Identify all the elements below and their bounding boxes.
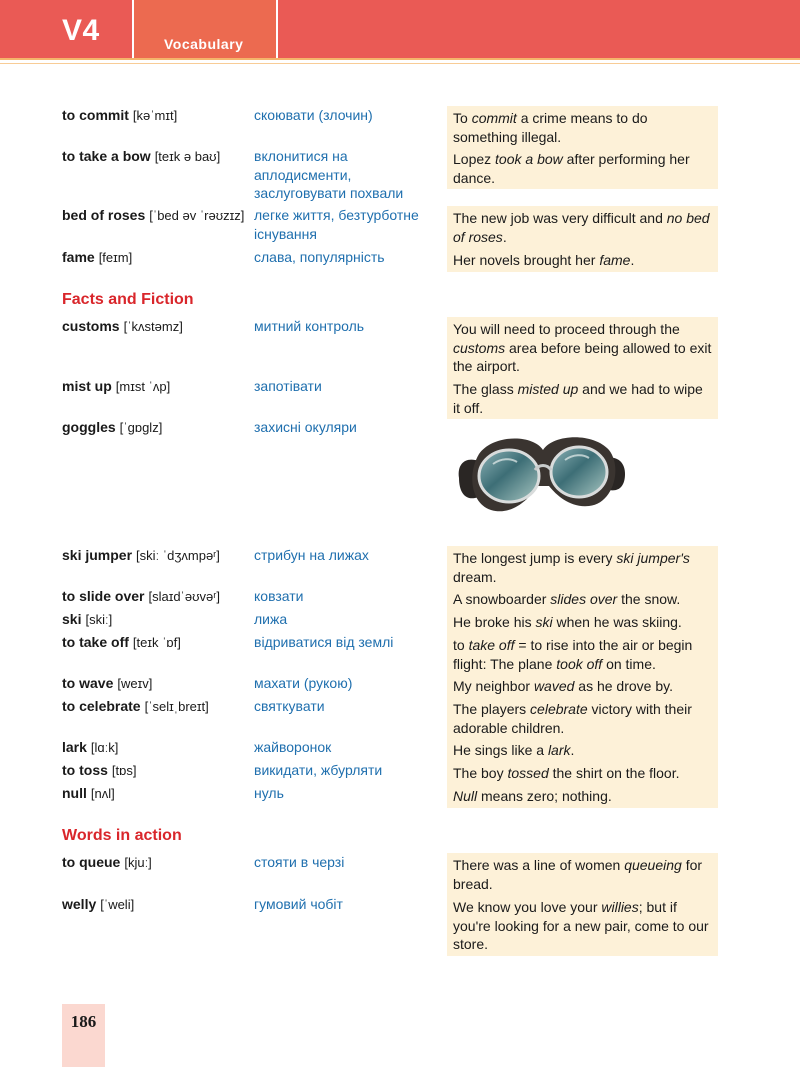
example-keyword: commit <box>471 110 517 126</box>
translation: ковзати <box>254 588 304 604</box>
example-text: The new job was very difficult and <box>453 210 667 226</box>
example-text: My neighbor <box>453 678 534 694</box>
example-keyword: customs <box>453 339 506 356</box>
term-word: fame <box>62 249 95 265</box>
term <box>62 248 248 268</box>
term <box>62 418 248 438</box>
example-text: . <box>502 228 507 245</box>
term <box>62 853 248 873</box>
term-ipa: [ˈweli] <box>100 897 135 912</box>
example-keyword: ski jumper's <box>616 550 690 566</box>
translation: слава, популярність <box>254 249 385 265</box>
term-ipa: [kjuː] <box>124 855 152 870</box>
term-ipa: [ˈbed əv ˈrəʊzɪz] <box>149 208 245 223</box>
example-text: and we had to wipe it off. <box>453 381 703 416</box>
translation: святкувати <box>254 698 325 714</box>
example <box>447 738 718 762</box>
example <box>447 147 718 189</box>
term-word: customs <box>62 318 120 334</box>
example-text: victory with their adorable children. <box>453 701 692 736</box>
example <box>447 206 718 248</box>
example-text: as he drove by. <box>574 678 673 694</box>
term-word: to toss <box>62 762 108 778</box>
example-text: a crime means to do something illegal. <box>453 110 648 145</box>
example <box>447 377 718 419</box>
page-number: 186 <box>70 1012 97 1031</box>
term-ipa: [ˈgɒglz] <box>119 420 163 435</box>
example-text: The players <box>453 701 531 717</box>
example-text: means zero; nothing. <box>477 788 612 804</box>
term-ipa: [mɪst ˈʌp] <box>115 379 171 394</box>
term-word: to wave <box>62 675 114 691</box>
example-keyword: took off <box>556 655 603 672</box>
example-text: on time. <box>602 655 656 672</box>
example <box>447 106 718 148</box>
example <box>447 697 718 739</box>
term-word: to queue <box>62 854 121 870</box>
example-text: the snow. <box>617 591 681 607</box>
term-word: lark <box>62 739 87 755</box>
term-ipa: [lɑːk] <box>90 740 119 755</box>
term-word: goggles <box>62 419 116 435</box>
translation: жайворонок <box>254 739 332 755</box>
translation: митний контроль <box>254 318 365 334</box>
example-text: The boy <box>453 765 508 781</box>
example <box>447 895 718 956</box>
example-keyword: misted up <box>517 381 579 397</box>
term <box>62 674 248 694</box>
example-text: We know you love your <box>453 899 602 915</box>
term <box>62 206 248 226</box>
term-word: to commit <box>62 107 129 123</box>
translation: нуль <box>254 785 284 801</box>
translation: стрибун на лижах <box>254 547 369 563</box>
example-keyword: take off <box>468 637 515 653</box>
example-text: = to rise into the air or begin flight: The plane <box>453 637 693 672</box>
example <box>447 248 718 272</box>
term-word: null <box>62 785 87 801</box>
example-text: to <box>453 637 469 653</box>
translation: викидати, жбурляти <box>254 762 383 778</box>
example-keyword: ski <box>535 614 553 630</box>
translation: легке життя, безтурботне існування <box>254 207 419 242</box>
translation: захисні окуляри <box>254 419 357 435</box>
example-text: area before being allowed to exit the airport. <box>453 339 712 374</box>
heading-facts-and-fiction: Facts and Fiction <box>62 291 194 308</box>
term-word: to take a bow <box>62 148 151 164</box>
term <box>62 377 248 397</box>
term-word: to take off <box>62 634 129 650</box>
example-keyword: Null <box>453 788 478 804</box>
term-word: bed of roses <box>62 207 146 223</box>
goggles-left-lens <box>479 450 539 502</box>
example <box>447 317 718 378</box>
section-title: Vocabulary <box>164 36 244 52</box>
term <box>62 738 248 758</box>
example-text: He broke his <box>453 614 536 630</box>
example-text: the shirt on the floor. <box>548 765 680 781</box>
term-word: ski <box>62 611 82 627</box>
example-text: Her novels brought her <box>453 252 600 268</box>
example-text: ; but if you're looking for a new pair, come to our store. <box>453 899 709 952</box>
example-keyword: willies <box>601 899 639 915</box>
example-text: after performing her dance. <box>453 151 690 186</box>
example-text: There was a line of women <box>453 857 625 873</box>
term <box>62 546 248 566</box>
example <box>447 784 718 808</box>
term-ipa: [ˈkʌstəmz] <box>123 319 183 334</box>
example-keyword: slides over <box>550 591 618 607</box>
term-ipa: [ˈselɪˌbreɪt] <box>144 699 209 714</box>
page-number-box <box>62 1004 105 1067</box>
example-keyword: queueing <box>624 857 682 873</box>
example <box>447 633 718 675</box>
example-keyword: celebrate <box>530 701 588 717</box>
example-text: The longest jump is every <box>453 550 617 566</box>
term-ipa: [teɪk ˈɒf] <box>132 635 181 650</box>
term <box>62 587 248 607</box>
heading-words-in-action: Words in action <box>62 827 182 844</box>
goggles-image <box>453 420 629 536</box>
term-word: to celebrate <box>62 698 141 714</box>
term <box>62 317 248 337</box>
translation: вклонитися на аплодисменти, заслуговувати похвали <box>254 148 404 201</box>
term-ipa: [slaɪdˈəʊvəʳ] <box>148 589 220 604</box>
example-text: dream. <box>453 568 497 585</box>
example-text: for bread. <box>453 857 703 892</box>
example-keyword: took a bow <box>495 151 563 167</box>
example-text: He sings like a <box>453 742 548 758</box>
goggles-illustration <box>453 420 629 536</box>
term-ipa: [feɪm] <box>98 250 133 265</box>
term-ipa: [skiː] <box>85 612 113 627</box>
example-keyword: no bed of roses <box>453 210 710 245</box>
translation: запотівати <box>254 378 322 394</box>
translation: скоювати (злочин) <box>254 107 373 123</box>
term-word: ski jumper <box>62 547 133 563</box>
example-text: . <box>570 742 575 758</box>
example-keyword: fame <box>599 252 631 268</box>
example-text: You will need to proceed through the <box>453 321 680 337</box>
example <box>447 546 718 588</box>
term <box>62 610 248 630</box>
term-word: welly <box>62 896 97 912</box>
translation: махати (рукою) <box>254 675 353 691</box>
term <box>62 697 248 717</box>
translation: лижа <box>254 611 288 627</box>
example-text: The glass <box>453 381 518 397</box>
example-text: when he was skiing. <box>552 614 682 630</box>
term-ipa: [kəˈmɪt] <box>132 108 178 123</box>
example-text: A snowboarder <box>453 591 551 607</box>
term <box>62 761 248 781</box>
example <box>447 761 718 785</box>
translation: гумовий чобіт <box>254 896 343 912</box>
unit-code: V4 <box>62 14 100 47</box>
example <box>447 853 718 895</box>
example-keyword: lark <box>547 742 571 758</box>
example-keyword: tossed <box>507 765 549 781</box>
term <box>62 633 248 653</box>
term-ipa: [skiː ˈdʒʌmpəʳ] <box>136 548 220 563</box>
term-ipa: [tɒs] <box>111 763 137 778</box>
term <box>62 106 248 126</box>
example-text: Lopez <box>453 151 496 167</box>
term-ipa: [teɪk ə baʊ] <box>154 149 221 164</box>
example-keyword: waved <box>533 678 575 694</box>
translation: стояти в черзі <box>254 854 345 870</box>
term-ipa: [nʌl] <box>90 786 115 801</box>
example-text: . <box>630 252 635 268</box>
term <box>62 784 248 804</box>
term-ipa: [weɪv] <box>117 676 153 691</box>
translation: відриватися від землі <box>254 634 394 650</box>
term-word: mist up <box>62 378 112 394</box>
example <box>447 610 718 634</box>
example <box>447 587 718 611</box>
term <box>62 895 248 915</box>
example <box>447 674 718 698</box>
term-word: to slide over <box>62 588 145 604</box>
term <box>62 147 248 167</box>
example-text: To <box>453 110 472 126</box>
